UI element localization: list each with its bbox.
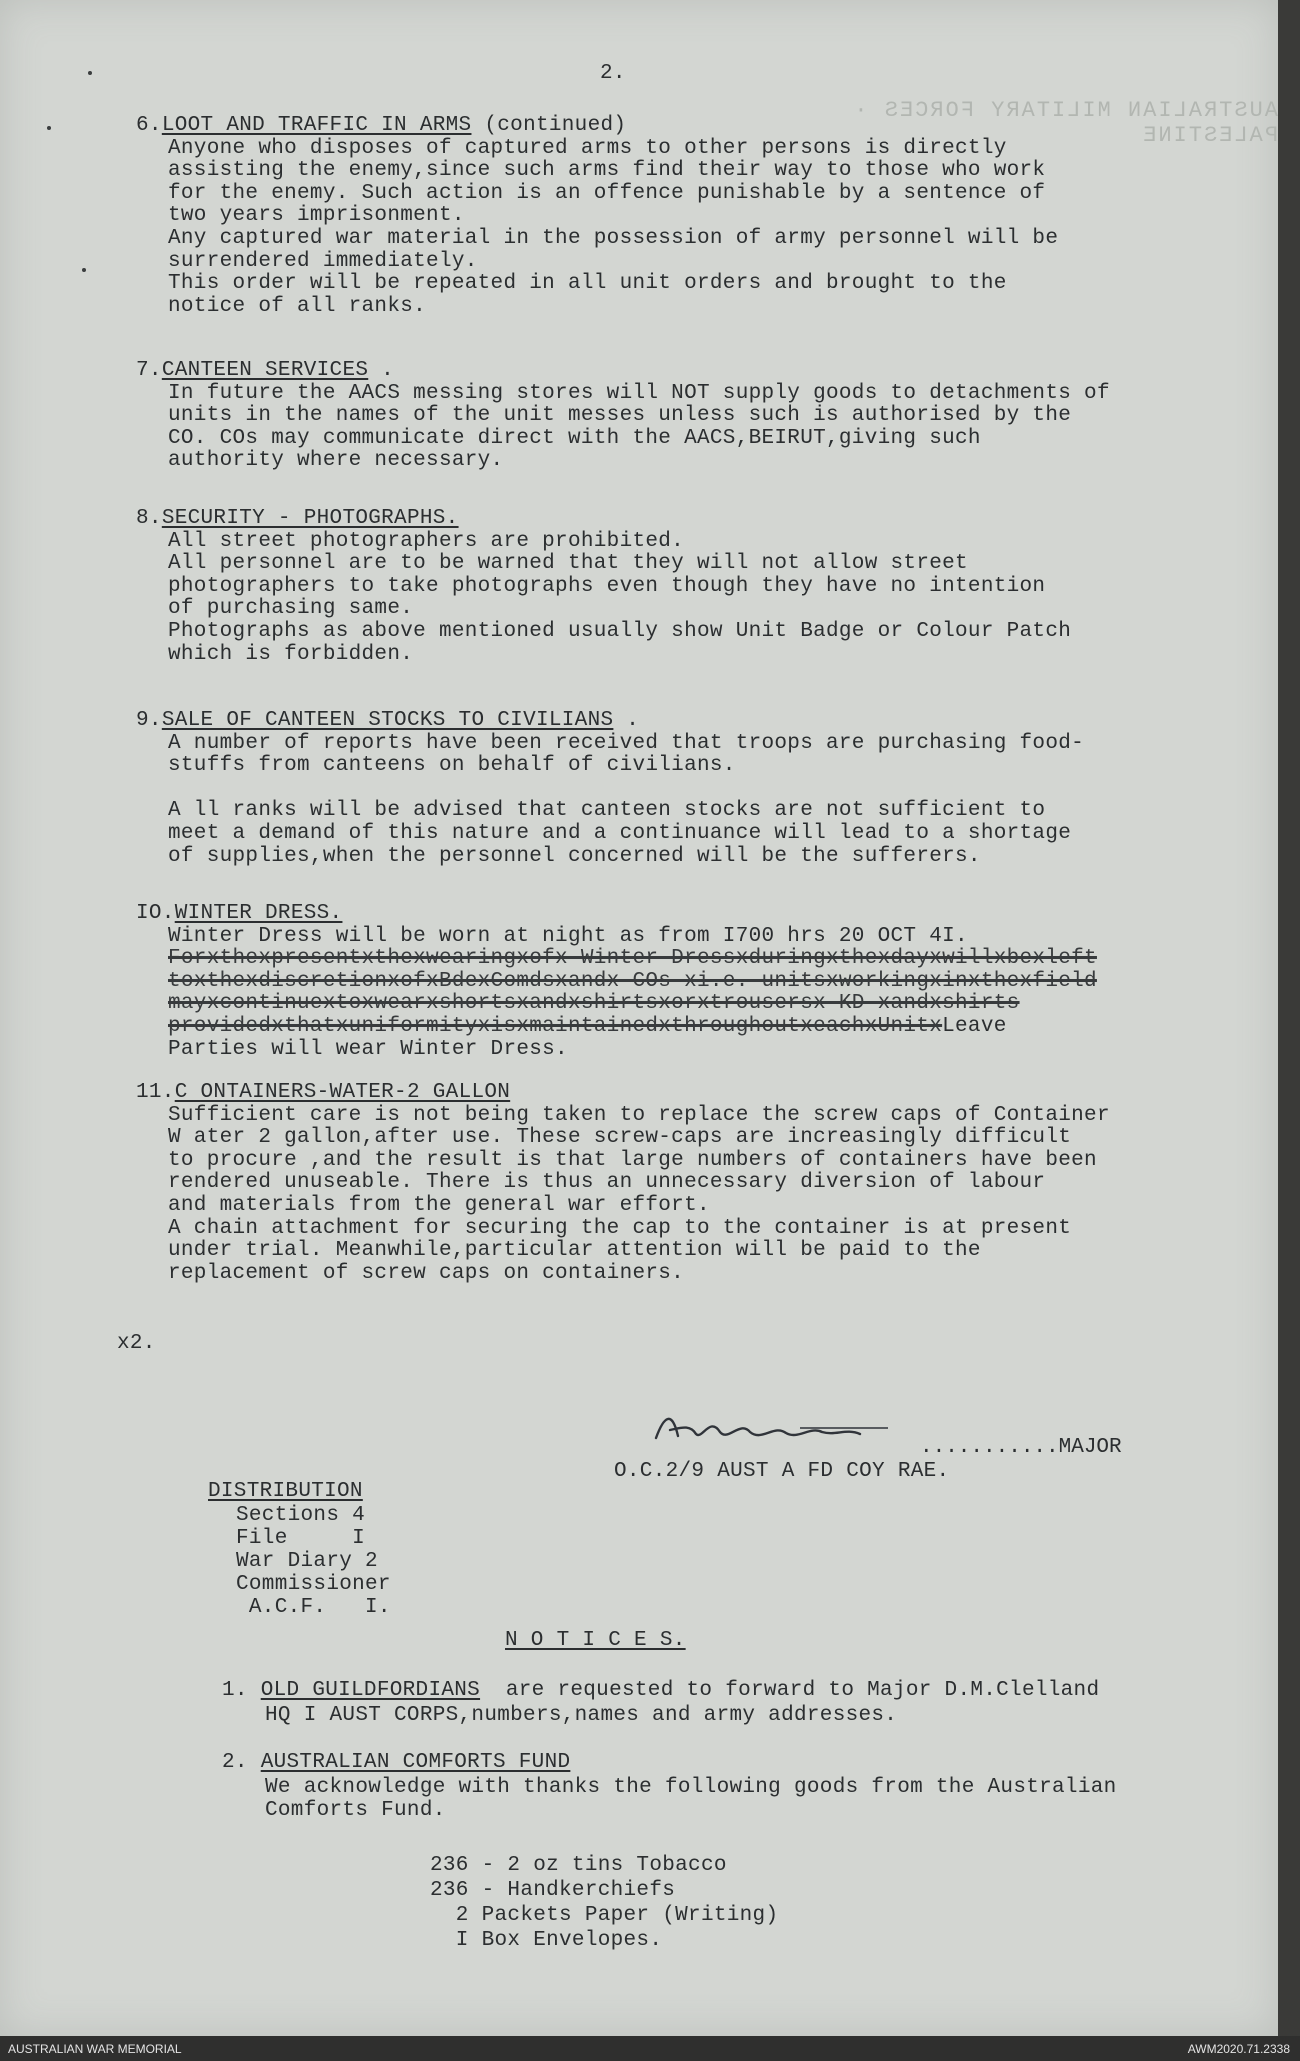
distribution-row: File I — [236, 1527, 366, 1550]
struck-text: providedxthatxuniformityxisxmaintainedxthroughoutxeachxUnitx — [168, 1015, 943, 1038]
section-heading-line — [136, 1082, 510, 1104]
body-line: units in the names of the unit messes unless such is authorised by the — [168, 404, 1072, 428]
section-number: IO. — [136, 902, 175, 925]
page-number: 2. — [600, 62, 626, 85]
faint-stamp: AUSTRALIAN MILITARY FORCES · PALESTINE — [852, 98, 1278, 148]
body-line: meet a demand of this nature and a continuance will lead to a shortage — [168, 822, 1072, 845]
body-line: stuffs from canteens on behalf of civilians. — [168, 754, 736, 778]
signature-unit: O.C.2/9 AUST A FD COY RAE. — [614, 1460, 950, 1483]
struck-line — [168, 1016, 1007, 1038]
body-line: A number of reports have been received that troops are purchasing food- — [168, 731, 1085, 755]
struck-line — [168, 993, 1020, 1015]
body-line: A ll ranks will be advised that canteen stocks are not sufficient to — [168, 799, 1046, 823]
body-line: authority where necessary. — [168, 449, 504, 473]
signature-rank: ...........MAJOR — [920, 1436, 1122, 1459]
body-line: photographers to take photographs even though they have no intention — [168, 574, 1046, 598]
margin-mark — [82, 268, 86, 272]
section-heading-suffix: . — [368, 359, 395, 382]
body-line: assisting the enemy,since such arms find their way to those who work — [168, 159, 1046, 183]
body-line: This order will be repeated in all unit orders and brought to the — [168, 272, 1007, 296]
notice-heading: AUSTRALIAN COMFORTS FUND — [260, 1751, 571, 1774]
section-heading: SECURITY - PHOTOGRAPHS. — [161, 507, 459, 530]
notice-text: are requested to forward to Major D.M.Clelland — [480, 1679, 1100, 1702]
handwritten-signature — [650, 1406, 930, 1450]
body-line: and materials from the general war effort. — [168, 1194, 710, 1217]
notice-line: HQ I AUST CORPS,numbers,names and army addresses. — [265, 1704, 898, 1727]
footer-right: AWM2020.71.2338 — [1187, 2042, 1290, 2056]
section-number: 11. — [136, 1081, 175, 1104]
body-line: replacement of screw caps on containers. — [168, 1261, 685, 1285]
body-line: In future the AACS messing stores will NOT supply goods to detachments of — [168, 381, 1110, 405]
body-line: rendered unuseable. There is thus an unnecessary diversion of labour — [168, 1171, 1046, 1195]
body-line: to procure ,and the result is that large numbers of containers have been — [168, 1148, 1097, 1172]
section-heading: WINTER DRESS. — [174, 902, 343, 925]
body-line: under trial. Meanwhile,particular attention will be paid to the — [168, 1239, 981, 1263]
section-heading: LOOT AND TRAFFIC IN ARMS — [161, 114, 472, 137]
footer-left: AUSTRALIAN WAR MEMORIAL — [8, 2042, 182, 2056]
body-line: Photographs as above mentioned usually show Unit Badge or Colour Patch — [168, 620, 1072, 643]
section-heading: C ONTAINERS-WATER-2 GALLON — [174, 1081, 511, 1104]
line-continuation: Leave — [942, 1015, 1007, 1038]
body-line: Sufficient care is not being taken to replace the screw caps of Container — [168, 1103, 1110, 1127]
body-line: Any captured war material in the possession of army personnel will be — [168, 227, 1059, 250]
section-heading-line — [136, 903, 342, 925]
body-line: which is forbidden. — [168, 642, 414, 666]
notice-heading-line — [222, 1752, 570, 1774]
section-number: 7. — [136, 359, 162, 382]
distribution-row: A.C.F. I. — [236, 1596, 391, 1619]
body-line: CO. COs may communicate direct with the AACS,BEIRUT,giving such — [168, 426, 981, 450]
body-line: W ater 2 gallon,after use. These screw-caps are increasingly difficult — [168, 1126, 1072, 1150]
item-12-mark: x2. — [117, 1332, 156, 1355]
section-number: 6. — [136, 114, 162, 137]
body-line: All personnel are to be warned that they will not allow street — [168, 552, 968, 576]
notice-line: We acknowledge with thanks the following goods from the Australian — [265, 1776, 1117, 1799]
body-line: All street photographers are prohibited. — [168, 529, 685, 553]
body-line: A chain attachment for securing the cap to the container is at present — [168, 1216, 1072, 1240]
struck-line — [168, 948, 1097, 970]
distribution-row: War Diary 2 — [236, 1550, 378, 1573]
struck-line — [168, 971, 1097, 993]
body-line: Winter Dress will be worn at night as from I700 hrs 20 OCT 4I. — [168, 924, 968, 948]
section-heading-suffix: (continued) — [471, 114, 627, 137]
struck-text: Forxthexpresentxthexwearingxofx Winter Dressxduringxthexdayxwillxbexleft — [168, 947, 1097, 971]
body-line: for the enemy. Such action is an offence punishable by a sentence of — [168, 181, 1046, 205]
notice-number: 2. — [222, 1751, 248, 1774]
body-line: two years imprisonment. — [168, 204, 465, 228]
section-heading-suffix: . — [613, 709, 640, 732]
notice-heading-line — [222, 1680, 1099, 1702]
section-heading-line — [136, 710, 639, 732]
distribution-title: DISTRIBUTION — [208, 1480, 363, 1503]
body-line: of supplies,when the personnel concerned will be the sufferers. — [168, 844, 981, 868]
section-heading: SALE OF CANTEEN STOCKS TO CIVILIANS — [161, 709, 614, 732]
section-heading-line — [136, 115, 626, 137]
section-heading-line — [136, 360, 394, 382]
section-heading-line — [136, 508, 459, 530]
archive-footer — [0, 2036, 1300, 2061]
notice-number: 1. — [222, 1679, 248, 1702]
distribution-row: Commissioner — [236, 1573, 391, 1596]
notices-title: N O T I C E S. — [505, 1629, 686, 1652]
section-heading: CANTEEN SERVICES — [161, 359, 369, 382]
goods-item: 236 - Handkerchiefs — [430, 1879, 676, 1902]
struck-text: toxthexdiscretionxofxBdexComdsxandx COs xi.e. unitsxworkingxinxthexfield — [168, 969, 1097, 993]
margin-mark — [88, 71, 92, 75]
goods-item: 236 - 2 oz tins Tobacco — [430, 1854, 727, 1877]
goods-item: 2 Packets Paper (Writing) — [430, 1904, 779, 1927]
margin-mark — [47, 126, 51, 130]
body-line: Anyone who disposes of captured arms to other persons is directly — [168, 136, 1007, 160]
body-line: Parties will wear Winter Dress. — [168, 1037, 568, 1061]
body-line: of purchasing same. — [168, 597, 414, 621]
notice-line: Comforts Fund. — [265, 1799, 446, 1822]
body-line: surrendered immediately. — [168, 249, 478, 273]
goods-item: I Box Envelopes. — [430, 1929, 663, 1952]
notice-heading: OLD GUILDFORDIANS — [260, 1679, 481, 1702]
body-line: notice of all ranks. — [168, 294, 427, 318]
section-number: 9. — [136, 709, 162, 732]
section-number: 8. — [136, 507, 162, 530]
distribution-row: Sections 4 — [236, 1504, 366, 1527]
struck-text: mayxcontinuextoxwearxshortsxandxshirtsxorxtrousersx KD xandxshirts — [168, 992, 1020, 1016]
